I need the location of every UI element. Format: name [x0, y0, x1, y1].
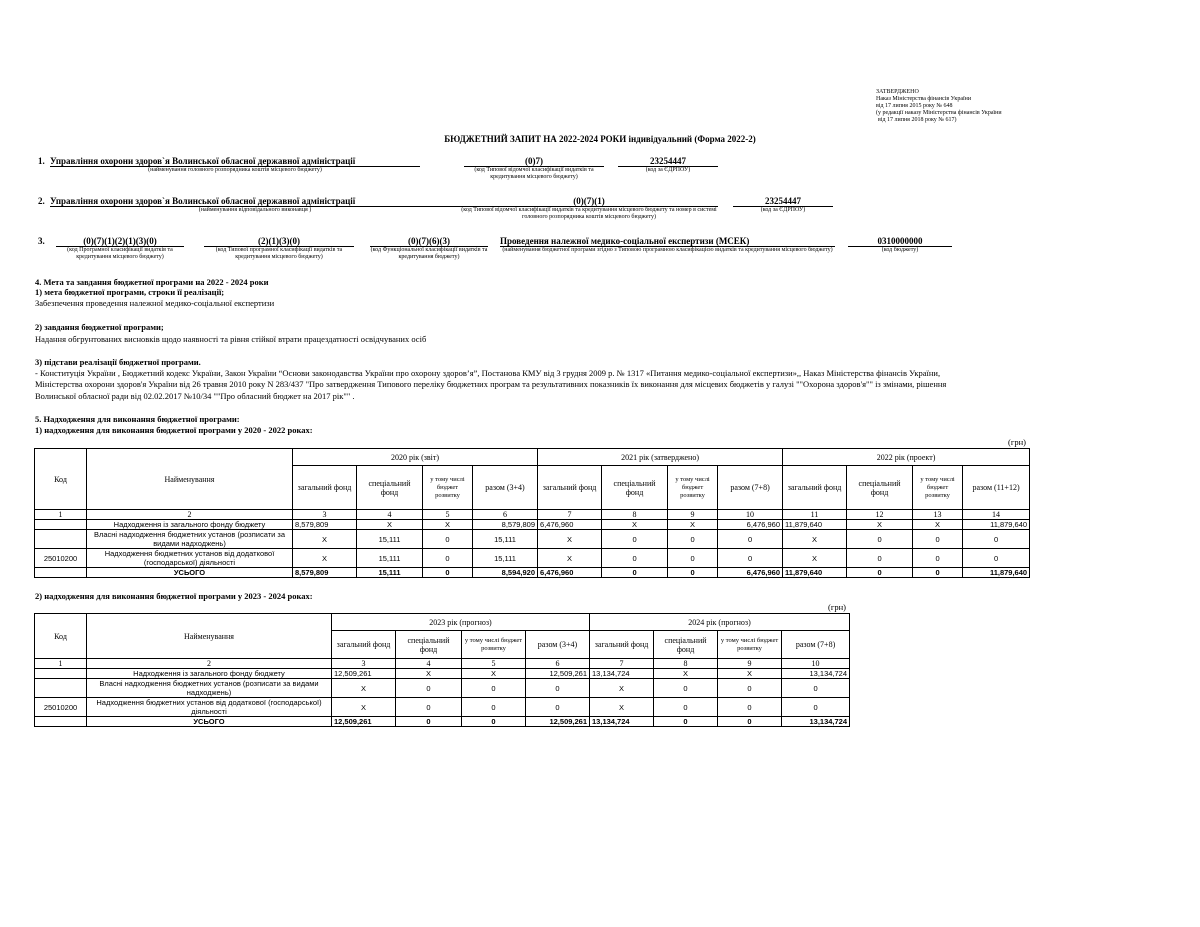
header-year: 2021 рік (затверджено)	[538, 449, 783, 466]
cell: 0	[718, 717, 782, 727]
approval-block	[876, 89, 1002, 124]
cell: 0	[847, 568, 913, 578]
row-name: Надходження бюджетних установ від додаткової (господарської) діяльності	[87, 698, 332, 717]
cell: 0	[602, 568, 668, 578]
row-code: 25010200	[35, 698, 87, 717]
approval-title: ЗАТВЕРДЖЕНО	[876, 89, 919, 95]
header-code: Код	[35, 449, 87, 510]
cell: 0	[668, 568, 718, 578]
cell: 0	[782, 698, 850, 717]
cell: X	[590, 679, 654, 698]
column-number: 14	[963, 510, 1030, 520]
cell: 0	[654, 679, 718, 698]
cell: 15,111	[357, 549, 423, 568]
cell: X	[668, 520, 718, 530]
cell: 15,111	[473, 530, 538, 549]
cell: X	[423, 520, 473, 530]
cell: X	[847, 520, 913, 530]
column-number: 8	[602, 510, 668, 520]
row-code	[35, 530, 87, 549]
cell: 0	[913, 549, 963, 568]
column-number: 3	[332, 659, 396, 669]
cell: 13,134,724	[590, 717, 654, 727]
cell: X	[783, 549, 847, 568]
cell: X	[602, 520, 668, 530]
header-special-fund: спеціальний фонд	[602, 466, 668, 510]
sec3-typical-code: (2)(1)(3)(0)	[204, 236, 354, 247]
sec3-number: 3.	[38, 236, 45, 246]
column-number: 6	[473, 510, 538, 520]
cell: X	[293, 530, 357, 549]
sec5-sub1: 1) надходження для виконання бюджетної програми у 2020 - 2022 роках:	[35, 425, 313, 435]
sec3-budget-code-caption: (код бюджету)	[881, 247, 919, 253]
cell: 15,111	[357, 568, 423, 578]
cell: 0	[602, 530, 668, 549]
cell: 12,509,261	[526, 669, 590, 679]
cell: 11,879,640	[783, 520, 847, 530]
header-development: у тому числі бюджет розвитку	[462, 631, 526, 659]
sec4-title: 4. Мета та завдання бюджетної програми на 2022 - 2024 роки	[35, 277, 269, 287]
cell: 0	[396, 679, 462, 698]
column-number: 6	[526, 659, 590, 669]
header-general-fund: загальний фонд	[538, 466, 602, 510]
cell: X	[783, 530, 847, 549]
column-number: 4	[357, 510, 423, 520]
cell: 12,509,261	[332, 717, 396, 727]
cell: 15,111	[473, 549, 538, 568]
sec4-basis-title: 3) підстави реалізації бюджетної програми.	[35, 357, 201, 367]
table-row	[35, 698, 850, 717]
cell: 0	[526, 679, 590, 698]
sec3-budget-code: 0310000000	[848, 236, 952, 247]
sec4-basis-line: - Конституція України , Бюджетний кодекс України, Закон України “Основи законодавства України про охорону здоров’я”, Постанова КМУ від 3 грудня 2009 р. № 1317 «Питання медико-соціальної експертизи»,, Наказ Міністерства фінансів України,	[35, 368, 941, 378]
sec5-title: 5. Надходження для виконання бюджетної програми:	[35, 414, 240, 424]
cell: 6,476,960	[718, 568, 783, 578]
sec3-functional-code: (0)(7)(6)(3)	[370, 236, 488, 247]
header-special-fund: спеціальний фонд	[357, 466, 423, 510]
cell: 11,879,640	[783, 568, 847, 578]
cell: 0	[668, 549, 718, 568]
header-year: 2023 рік (прогноз)	[332, 614, 590, 631]
sec3-program-name-caption: (найменування бюджетної програми згідно з Типовою програмною класифікацією видатків та кредитування місцевого бюджету)	[502, 247, 833, 253]
column-number: 7	[590, 659, 654, 669]
sec2-code: (0)(7)(1)	[460, 196, 718, 207]
cell: 0	[423, 568, 473, 578]
approval-line: від 17 липня 2018 року № 617)	[878, 117, 957, 123]
receipts-table-2020-2022	[34, 448, 1030, 578]
cell: X	[654, 669, 718, 679]
cell: 0	[462, 679, 526, 698]
column-number: 3	[293, 510, 357, 520]
cell: 0	[847, 530, 913, 549]
cell: 0	[913, 568, 963, 578]
document-title: БЮДЖЕТНИЙ ЗАПИТ НА 2022-2024 РОКИ індивідуальний (Форма 2022-2)	[444, 134, 756, 144]
sec1-edrpou: 23254447	[618, 156, 718, 167]
cell: 0	[847, 549, 913, 568]
table-row	[35, 679, 850, 698]
column-number: 8	[654, 659, 718, 669]
row-code	[35, 669, 87, 679]
sec3-program-code-caption: (код Програмної класифікації видатків та кредитування місцевого бюджету)	[67, 247, 173, 260]
cell: 15,111	[357, 530, 423, 549]
row-code	[35, 520, 87, 530]
sec2-name-caption: (найменування відповідального виконавця )	[198, 207, 312, 213]
header-special-fund: спеціальний фонд	[847, 466, 913, 510]
header-name: Найменування	[87, 449, 293, 510]
receipts-table-2023-2024	[34, 613, 850, 727]
sec2-edrpou: 23254447	[733, 196, 833, 207]
cell: 0	[718, 549, 783, 568]
cell: 12,509,261	[526, 717, 590, 727]
cell: 8,579,809	[473, 520, 538, 530]
header-special-fund: спеціальний фонд	[396, 631, 462, 659]
column-number: 2	[87, 510, 293, 520]
header-general-fund: загальний фонд	[332, 631, 396, 659]
sec1-name-caption: (найменування головного розпорядника коштів місцевого бюджету)	[148, 167, 322, 173]
row-name: Надходження із загального фонду бюджету	[87, 520, 293, 530]
cell: 0	[718, 698, 782, 717]
sec3-typical-code-caption: (код Типової програмної класифікації видатків та кредитування місцевого бюджету)	[215, 247, 343, 260]
cell: 0	[462, 698, 526, 717]
row-name: Власні надходження бюджетних установ (розписати за видами надходжень)	[87, 679, 332, 698]
table1-unit: (грн)	[1008, 437, 1026, 447]
cell: 0	[602, 549, 668, 568]
cell: 0	[718, 530, 783, 549]
cell: 0	[396, 698, 462, 717]
column-number: 1	[35, 659, 87, 669]
header-year: 2022 рік (проект)	[783, 449, 1030, 466]
cell: 0	[718, 679, 782, 698]
cell: 6,476,960	[538, 568, 602, 578]
cell: 0	[668, 530, 718, 549]
sec3-program-name: Проведення належної медико-соціальної експертизи (МСЕК)	[500, 236, 835, 247]
cell: 11,879,640	[963, 520, 1030, 530]
cell: 11,879,640	[963, 568, 1030, 578]
header-general-fund: загальний фонд	[293, 466, 357, 510]
header-name: Найменування	[87, 614, 332, 659]
cell: X	[538, 549, 602, 568]
column-number: 7	[538, 510, 602, 520]
cell: 13,134,724	[590, 669, 654, 679]
column-number: 10	[782, 659, 850, 669]
row-name: Надходження із загального фонду бюджету	[87, 669, 332, 679]
cell: 0	[526, 698, 590, 717]
sec2-code-caption: (код Типової відомчої класифікації видатків та кредитування місцевого бюджету та номер в системі головного розпорядника коштів місцевого бюджету)	[461, 207, 717, 220]
cell: 0	[462, 717, 526, 727]
table2-unit: (грн)	[828, 602, 846, 612]
table-row	[35, 520, 1030, 530]
header-development: у тому числі бюджет розвитку	[913, 466, 963, 510]
column-number: 9	[718, 659, 782, 669]
cell: 6,476,960	[538, 520, 602, 530]
sec3-program-code: (0)(7)(1)(2)(1)(3)(0)	[56, 236, 184, 247]
header-total: разом (7+8)	[782, 631, 850, 659]
cell: 0	[423, 530, 473, 549]
column-number: 1	[35, 510, 87, 520]
column-number: 4	[396, 659, 462, 669]
header-general-fund: загальний фонд	[783, 466, 847, 510]
row-code	[35, 679, 87, 698]
cell: 12,509,261	[332, 669, 396, 679]
cell: 0	[423, 549, 473, 568]
header-development: у тому числі бюджет розвитку	[668, 466, 718, 510]
cell: 8,594,920	[473, 568, 538, 578]
sec2-number: 2.	[38, 196, 45, 206]
cell: X	[357, 520, 423, 530]
cell: 0	[963, 549, 1030, 568]
cell: X	[538, 530, 602, 549]
sec4-tasks-text: Надання обгрунтованих висновків щодо наявності та рівня стійкої втрати працездатності освідчуваних осіб	[35, 334, 427, 344]
cell: 0	[654, 717, 718, 727]
cell: 0	[913, 530, 963, 549]
column-number: 2	[87, 659, 332, 669]
table-row	[35, 530, 1030, 549]
header-total: разом (3+4)	[526, 631, 590, 659]
row-name: УСЬОГО	[87, 717, 332, 727]
cell: 0	[782, 679, 850, 698]
cell: 0	[654, 698, 718, 717]
cell: X	[718, 669, 782, 679]
cell: X	[396, 669, 462, 679]
sec1-code-caption: (код Типової відомчої класифікації видатків та кредитування місцевого бюджету)	[474, 167, 594, 180]
sec1-code: (0)7)	[464, 156, 604, 167]
total-row	[35, 717, 850, 727]
row-code: 25010200	[35, 549, 87, 568]
sec1-number: 1.	[38, 156, 45, 166]
sec1-edrpou-caption: (код за ЄДРПОУ)	[645, 167, 691, 173]
cell: 13,134,724	[782, 669, 850, 679]
header-total: разом (7+8)	[718, 466, 783, 510]
sec4-basis-line: Волинської обласної ради від 02.02.2017 №10/34 ""Про обласний бюджет на 2017 рік"" .	[35, 391, 355, 401]
sec3-functional-code-caption: (код Функціональної класифікації видатків та кредитування бюджету)	[370, 247, 488, 260]
approval-line: Наказ Міністерства фінансів України	[876, 96, 972, 102]
cell: X	[913, 520, 963, 530]
row-code	[35, 717, 87, 727]
approval-line: від 17 липня 2015 року № 648	[876, 103, 953, 109]
table-row	[35, 669, 850, 679]
cell: X	[332, 698, 396, 717]
sec2-edrpou-caption: (код за ЄДРПОУ)	[760, 207, 806, 213]
column-number: 10	[718, 510, 783, 520]
cell: X	[462, 669, 526, 679]
column-number: 11	[783, 510, 847, 520]
cell: 0	[396, 717, 462, 727]
header-development: у тому числі бюджет розвитку	[423, 466, 473, 510]
sec4-tasks-title: 2) завдання бюджетної програми;	[35, 322, 164, 332]
header-general-fund: загальний фонд	[590, 631, 654, 659]
sec2-name: Управління охорони здоров`я Волинської обласної державної адміністрації	[50, 196, 460, 207]
sec4-goal-text: Забезпечення проведення належної медико-соціальної експертизи	[35, 298, 275, 308]
total-row	[35, 568, 1030, 578]
sec1-name: Управління охорони здоров`я Волинської обласної державної адміністрації	[50, 156, 420, 167]
row-name: Надходження бюджетних установ від додаткової (господарської) діяльності	[87, 549, 293, 568]
column-number: 12	[847, 510, 913, 520]
cell: 0	[963, 530, 1030, 549]
sec5-sub2: 2) надходження для виконання бюджетної програми у 2023 - 2024 роках:	[35, 591, 313, 601]
cell: X	[293, 549, 357, 568]
header-year: 2020 рік (звіт)	[293, 449, 538, 466]
column-number: 5	[462, 659, 526, 669]
row-name: Власні надходження бюджетних установ (розписати за видами надходжень)	[87, 530, 293, 549]
row-name: УСЬОГО	[87, 568, 293, 578]
column-number: 9	[668, 510, 718, 520]
header-development: у тому числі бюджет розвитку	[718, 631, 782, 659]
sec4-goal-title: 1) мета бюджетної програми, строки її реалізації;	[35, 287, 225, 297]
column-number: 5	[423, 510, 473, 520]
sec4-basis-line: Міністерства охорони здоров'я України від 26 травня 2010 року N 283/437 "Про затвердження Типового переліку бюджетних програм та результативних показників їх виконання для місцевих бюджетів у галузі ""Охорона здоров'я"" із змінами, рішення	[35, 379, 947, 389]
cell: 6,476,960	[718, 520, 783, 530]
header-total: разом (3+4)	[473, 466, 538, 510]
cell: 8,579,809	[293, 568, 357, 578]
column-number: 13	[913, 510, 963, 520]
cell: X	[590, 698, 654, 717]
header-total: разом (11+12)	[963, 466, 1030, 510]
row-code	[35, 568, 87, 578]
cell: X	[332, 679, 396, 698]
approval-line: (у редакції наказу Міністерства фінансів України	[876, 110, 1002, 116]
header-year: 2024 рік (прогноз)	[590, 614, 850, 631]
header-code: Код	[35, 614, 87, 659]
header-special-fund: спеціальний фонд	[654, 631, 718, 659]
table-row	[35, 549, 1030, 568]
cell: 8,579,809	[293, 520, 357, 530]
cell: 13,134,724	[782, 717, 850, 727]
